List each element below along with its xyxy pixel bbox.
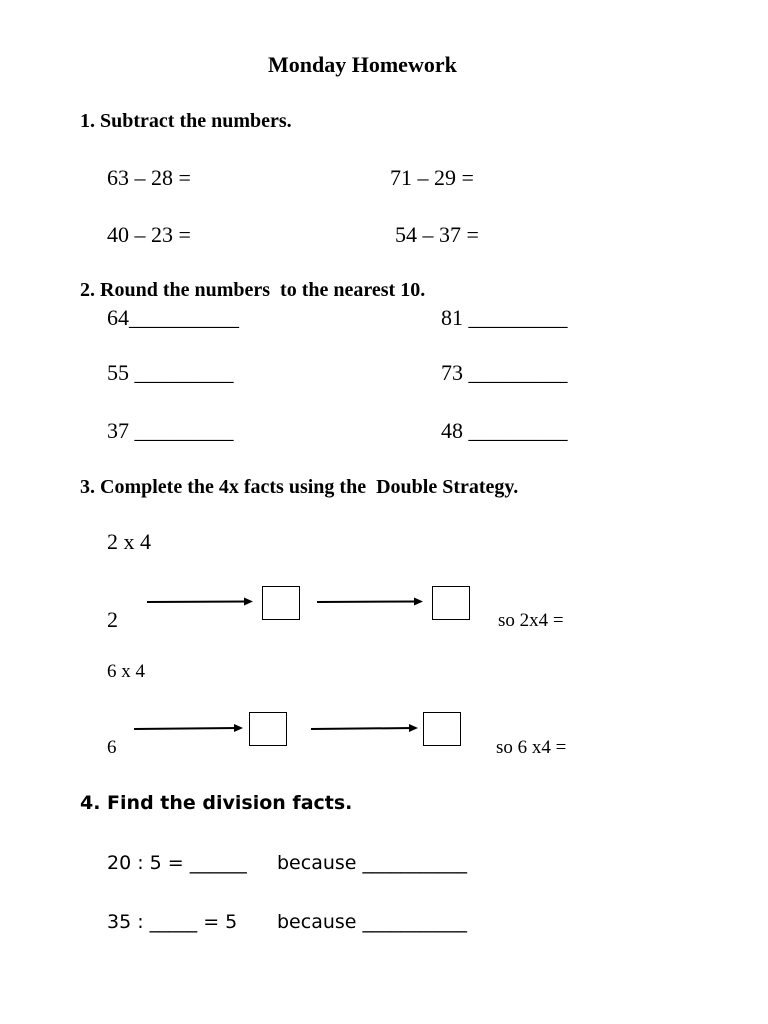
fact-result: so 2x4 = [498,610,564,631]
arrow-right-icon [317,596,427,608]
rounding-problem: 64__________ [107,305,239,330]
rounding-problem: 81 _________ [441,305,568,330]
question-3-heading: 3. Complete the 4x facts using the Double Strategy. [80,476,519,498]
fact-start-number: 2 [107,607,118,632]
subtraction-problem: 54 – 37 = [395,222,479,247]
subtraction-problem: 63 – 28 = [107,165,191,190]
division-equation: 35 : _____ = 5 [107,911,238,933]
rounding-problem: 37 _________ [107,418,234,443]
answer-box[interactable] [262,586,300,620]
fact-result: so 6 x4 = [496,737,567,758]
arrow-right-icon [134,722,249,734]
division-because: because ___________ [277,911,468,933]
answer-box[interactable] [432,586,470,620]
subtraction-problem: 40 – 23 = [107,222,191,247]
rounding-problem: 55 _________ [107,360,234,385]
division-because: because ___________ [277,852,468,874]
division-equation: 20 : 5 = ______ [107,852,247,874]
fact-label: 2 x 4 [107,529,151,554]
answer-box[interactable] [423,712,461,746]
question-2-heading: 2. Round the numbers to the nearest 10. [80,279,426,301]
rounding-problem: 48 _________ [441,418,568,443]
subtraction-problem: 71 – 29 = [390,165,474,190]
fact-label: 6 x 4 [107,661,145,682]
rounding-problem: 73 _________ [441,360,568,385]
fact-start-number: 6 [107,737,117,758]
arrow-right-icon [147,596,257,608]
page-title: Monday Homework [268,52,457,77]
question-1-heading: 1. Subtract the numbers. [80,110,292,132]
question-4-heading: 4. Find the division facts. [80,792,353,814]
arrow-right-icon [311,722,421,734]
answer-box[interactable] [249,712,287,746]
